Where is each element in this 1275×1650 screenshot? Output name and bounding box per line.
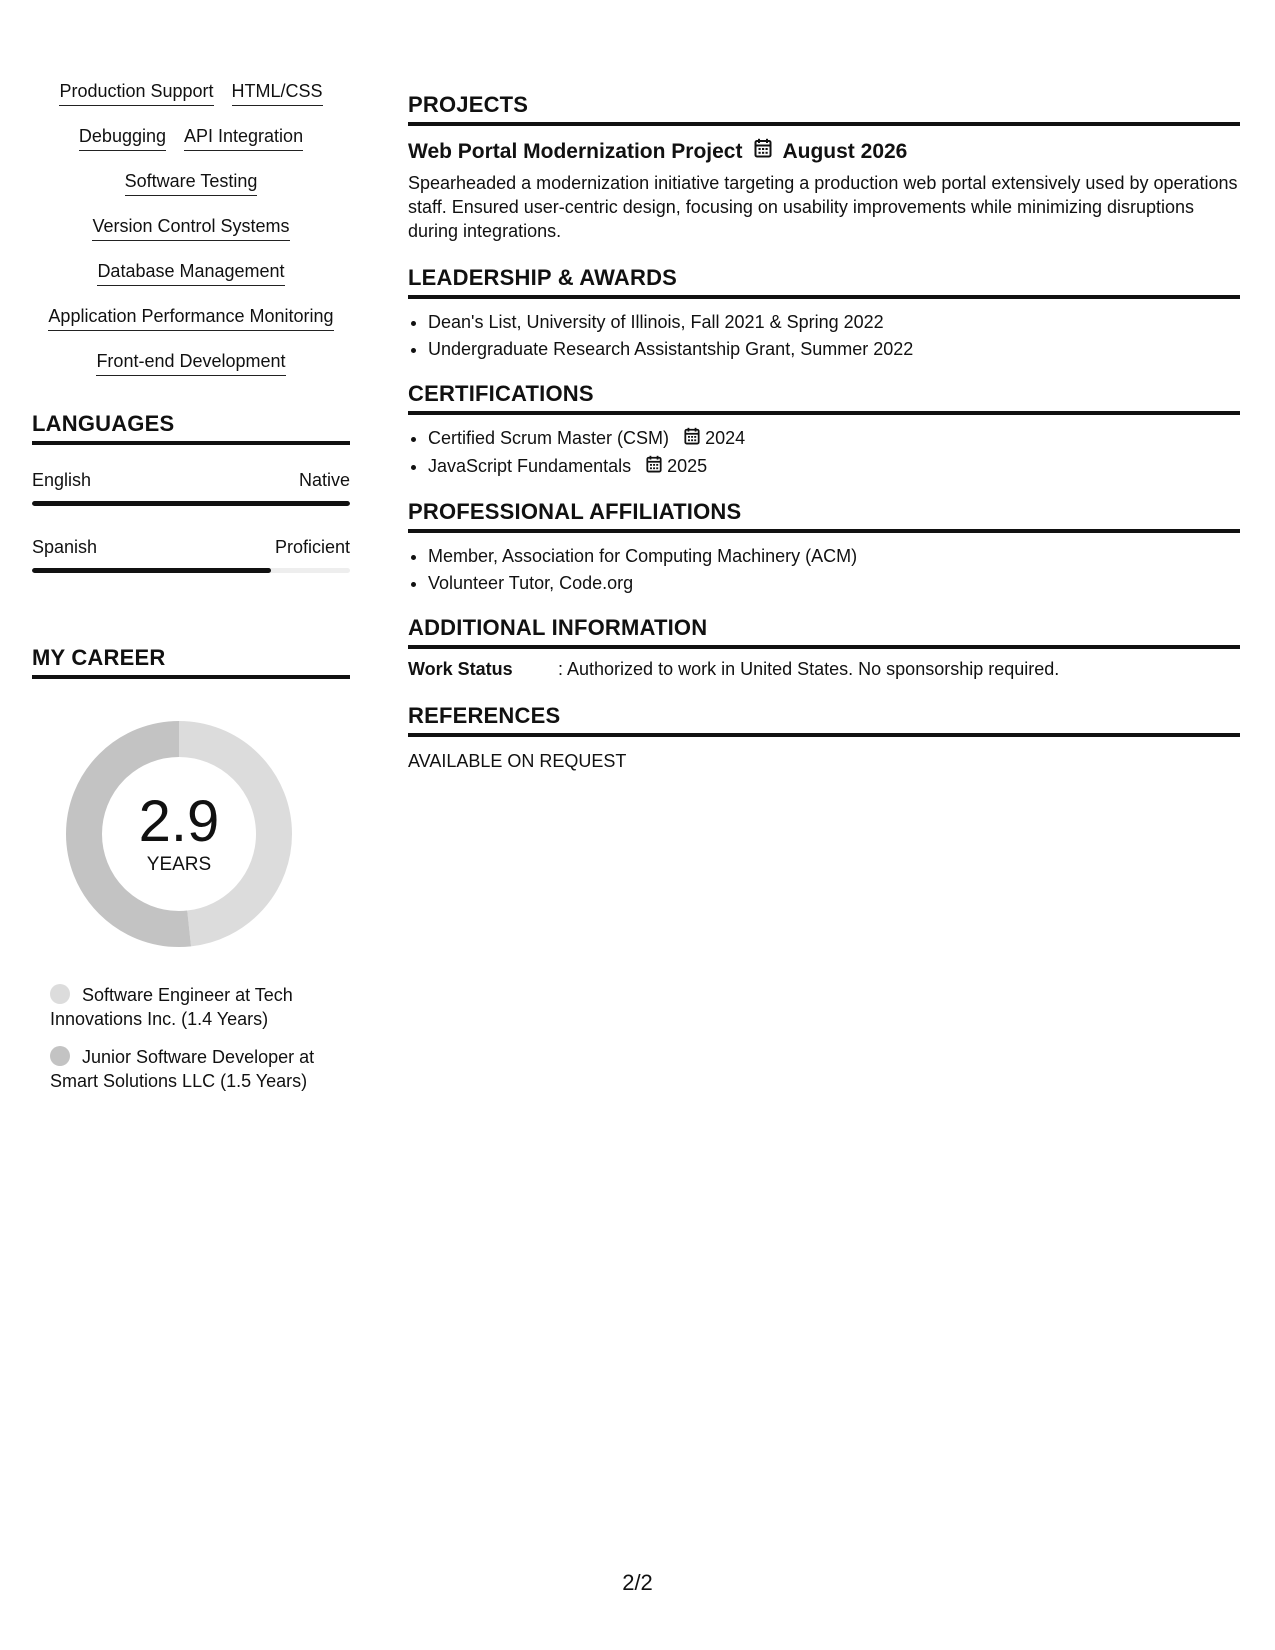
list-item: • Member, Association for Computing Machinery (ACM) <box>428 543 1240 570</box>
certifications-list <box>408 425 1240 481</box>
skill-row <box>32 305 350 350</box>
leadership-list <box>408 309 1240 363</box>
project-header <box>408 138 1240 165</box>
page-number: 2/2 <box>622 1570 653 1595</box>
work-status-row <box>408 657 1240 681</box>
legend-dot <box>50 1046 70 1066</box>
leadership-title: LEADERSHIP & AWARDS <box>408 265 1240 299</box>
language-name: English <box>32 470 92 490</box>
calendar-icon <box>684 426 700 453</box>
skill-tag: HTML/CSS <box>232 80 323 106</box>
language-level: Proficient <box>274 537 350 557</box>
leadership-section <box>408 265 1240 363</box>
skill-row <box>32 215 350 260</box>
language-bar-fill <box>32 501 350 506</box>
list-item <box>428 453 1240 481</box>
project-date: August 2026 <box>782 139 908 163</box>
calendar-icon <box>646 454 662 481</box>
language-item <box>32 469 350 506</box>
language-item <box>32 536 350 573</box>
language-bar-fill <box>32 568 271 573</box>
language-bar <box>32 501 350 506</box>
language-name: Spanish <box>32 537 98 557</box>
career-title: MY CAREER <box>32 645 350 679</box>
skill-row <box>32 350 350 395</box>
work-status-label: Work Status <box>408 658 513 679</box>
affiliations-section <box>408 499 1240 597</box>
work-status-value: : Authorized to work in United States. No sponsorship required. <box>558 658 1060 679</box>
additional-title: ADDITIONAL INFORMATION <box>408 615 1240 649</box>
calendar-icon <box>754 138 772 165</box>
skill-tag: Debugging <box>79 125 166 151</box>
additional-section <box>408 615 1240 681</box>
cert-name: Certified Scrum Master (CSM) <box>428 428 670 448</box>
skill-tag: API Integration <box>184 125 303 151</box>
cert-year: 2024 <box>705 428 746 448</box>
career-legend <box>50 983 340 1093</box>
skill-tag: Production Support <box>59 80 213 106</box>
skill-tag: Database Management <box>97 260 284 286</box>
list-item <box>428 425 1240 453</box>
references-section <box>408 703 1240 773</box>
legend-item <box>50 1045 340 1093</box>
skill-tag: Version Control Systems <box>92 215 289 241</box>
career-unit: YEARS <box>146 854 212 875</box>
affiliations-list <box>408 543 1240 597</box>
languages-title: LANGUAGES <box>32 411 350 445</box>
skill-tag: Front-end Development <box>96 350 285 376</box>
affiliations-title: PROFESSIONAL AFFILIATIONS <box>408 499 1240 533</box>
references-title: REFERENCES <box>408 703 1240 737</box>
projects-title: PROJECTS <box>408 92 1240 126</box>
legend-item <box>50 983 340 1031</box>
legend-label: Software Engineer at Tech Innovations Inc. (1.4 Years) <box>50 985 293 1029</box>
left-column <box>32 80 350 1107</box>
language-level: Native <box>298 470 350 490</box>
list-item: • Dean's List, University of Illinois, Fall 2021 & Spring 2022 <box>428 309 1240 336</box>
skill-row <box>32 80 350 125</box>
projects-section <box>408 92 1240 243</box>
references-text: AVAILABLE ON REQUEST <box>408 750 627 771</box>
skill-tag: Application Performance Monitoring <box>48 305 333 331</box>
project-description: Spearheaded a modernization initiative targeting a production web portal extensively used by operations staff. Ensured user-centric design, focusing on usability improvements while minimizing disruptions during integrations. <box>408 173 1238 241</box>
career-donut <box>66 721 292 947</box>
legend-dot <box>50 984 70 1004</box>
skills-list <box>32 80 350 395</box>
career-total: 2.9 <box>138 789 220 854</box>
language-bar <box>32 568 350 573</box>
certifications-section <box>408 381 1240 481</box>
skill-row <box>32 260 350 305</box>
right-column <box>408 92 1240 787</box>
skill-tag: Software Testing <box>125 170 258 196</box>
cert-year: 2025 <box>667 455 708 476</box>
legend-label: Junior Software Developer at Smart Solutions LLC (1.5 Years) <box>50 1047 315 1091</box>
cert-name: JavaScript Fundamentals <box>428 455 632 476</box>
career-section <box>32 645 350 1093</box>
skill-row <box>32 125 350 170</box>
languages-section <box>32 411 350 573</box>
list-item: • Undergraduate Research Assistantship Grant, Summer 2022 <box>428 336 1240 363</box>
project-name: Web Portal Modernization Project <box>408 139 743 163</box>
certifications-title: CERTIFICATIONS <box>408 381 1240 415</box>
skill-row <box>32 170 350 215</box>
list-item: • Volunteer Tutor, Code.org <box>428 570 1240 597</box>
